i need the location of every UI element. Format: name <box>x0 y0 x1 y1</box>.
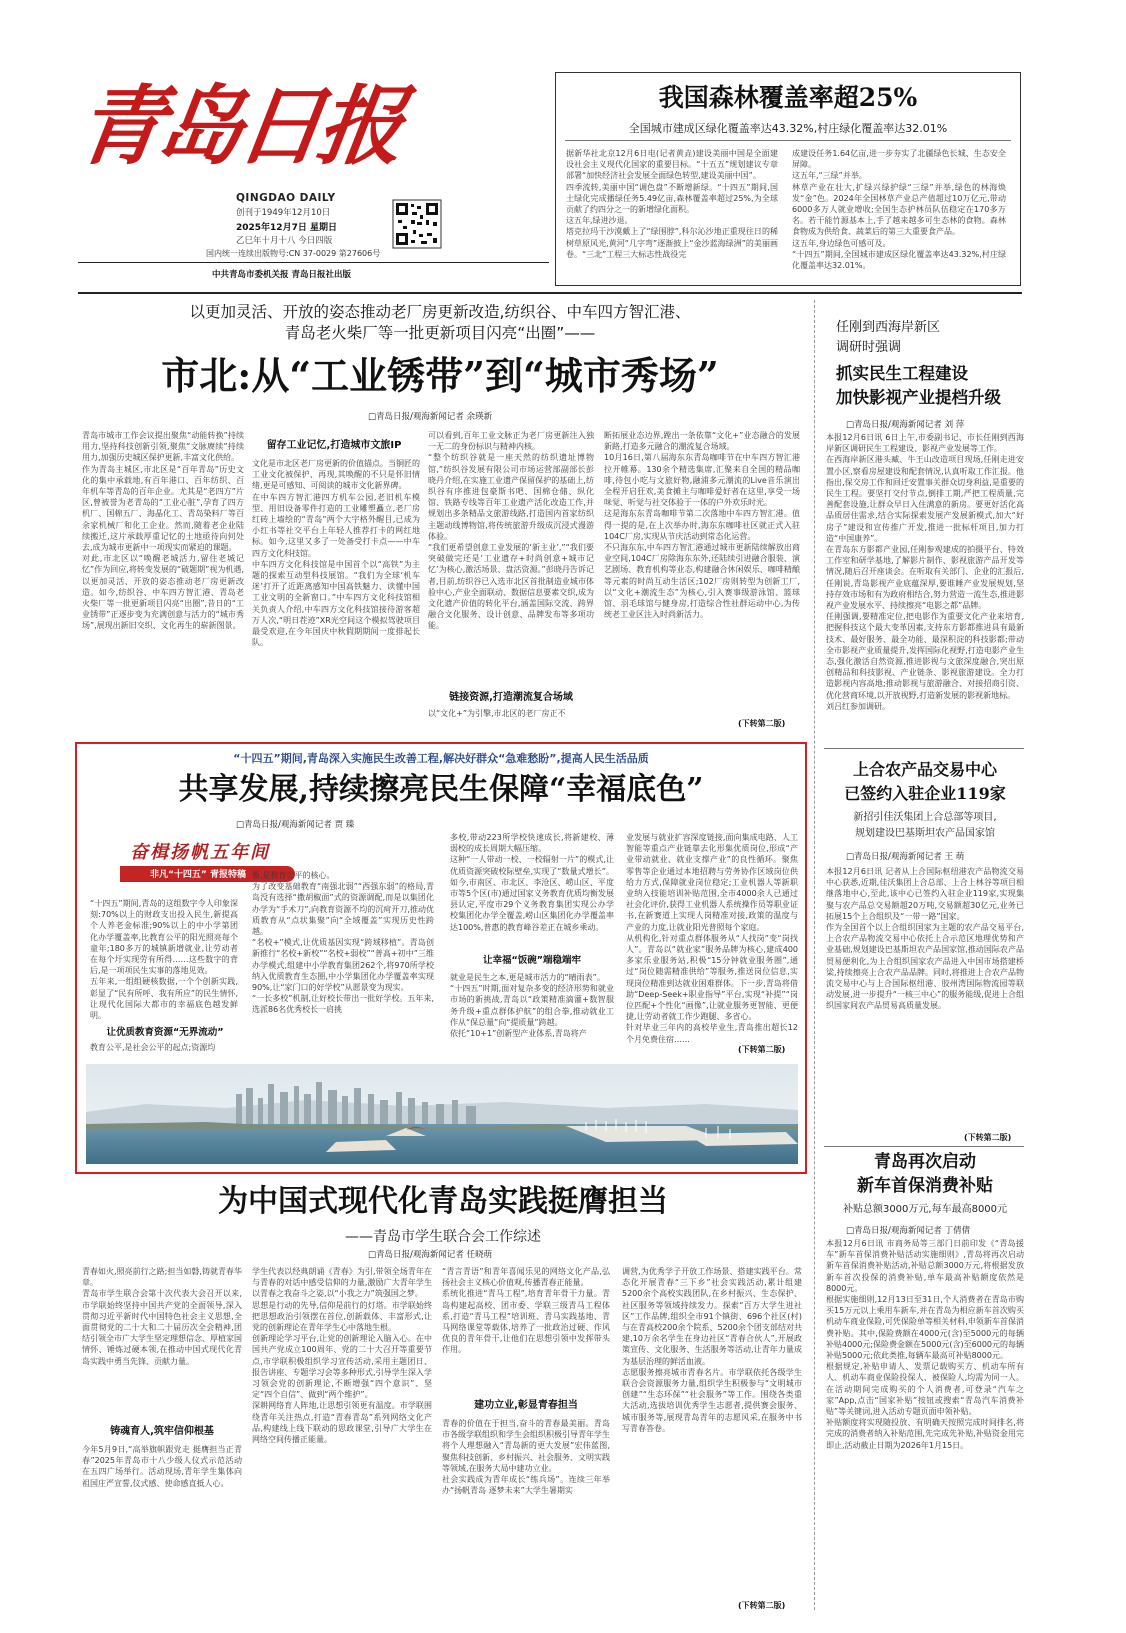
feature-col-4: 业发展与就业扩容深度链接,面向集成电路、人工智能等重点产业链靠去化形集优质岗位,形成“产业带动就业、就业支撑产业”的良性循环。聚焦零售等企业通过本地招聘与劳务协作区域岗位供给力方式,保障就业岗位稳定;工业机器人等新职业纳入技能培训补贴范围,全市4000余人已通过社会化评价,获得工业机器人系统操作员等职业证书,在新赛道上实现人岗精准对接,政策的温度与产业的力度,让就业阳光普照每个家庭。 从机构化,针对重点群体服务从“人找岗”变“岗找人”。青岛以“就业家”服务品牌为核心,建成400多家乐业服务站,积极“15分钟就业服务圈”,通过“岗位随需精准供给”等服务,推送岗位信息,实现岗位精准到达就业困难群体。下一步,青岛将借助“Deep-Seek+职业指导”平台,实现“补提”“岗位匹配+个性化“画像”,让就业服务更智能、更便捷,让劳动者就工作少跑腿、多省心。 针对毕业三年内的高校毕业生,青岛推出超长12个月免费住宿…… <box>626 833 798 1044</box>
students-subhead: ——青岛市学生联合会工作综述 <box>345 1229 541 1245</box>
masthead-cn-number: 国内统一连续出版物号:CN 37-0029 第27606号 <box>206 249 381 258</box>
masthead-logo-text: 青岛日报 <box>70 76 406 177</box>
masthead-date: 2025年12月7日 星期日 <box>236 223 337 233</box>
masthead-divider <box>78 262 549 263</box>
market-continued: (下转第二版) <box>964 1133 1012 1142</box>
feature-col-1: “十四五”期间,青岛的这组数字令人印象深刻:70%以上的财政支出投入民生,新提高个人养老金标准;90%以上的中小学第团化办学覆盖率,比教育公平的阳光照亮每个童年;180多万的城镇新增就业,让劳动者在每个圩实现劳有所得……这些数字的背后,是一项项民生实事的落地见效。 五年来,一组组硬核数据,一个个创新实践,彰显了“民有所呼、我有所应”的民生情怀,让现代化国际大都市的幸福底色越发鲜明。 <box>90 899 238 1021</box>
feature-col-1b: 教育公平,是社会公平的起点;资源均 <box>90 1043 216 1052</box>
inspect-byline: □青岛日报/观海新闻记者 刘 萍 <box>846 420 965 430</box>
forest-col-2: 成建设任务1.64亿亩,进一步夯实了北疆绿色长城、生态安全屏障。 这五年,“三绿”并举。 林草产业在壮大,扩绿兴绿护绿“三绿”并举,绿色的林海焕发“金”色。2024年全国林草产业总产值超过10万亿元,带动6000多万人就业增收;全国生态护林员队伍稳定在170多万名。若干能竹源基本上,手了越来越多可生态林的食物。森林食物成为供给食、蔬菜后的第三大重要食产品。 这五年,身边绿色可感可及。 “十四五”期间,全国城市建成区绿化覆盖率达43.32%,村庄绿化覆盖率达32.01%。 <box>792 149 1006 271</box>
shibei-col-3: 可以看到,百年工业文脉正为老厂房更新注入独一无二的身份标识与精神内核。 “整个纺织谷就是一座天然的纺织遗址博物馆,”纺织谷发展有限公司市场运营部副部长彭晓丹介绍,在实施工业遗产保留保护的基础上,纺织谷有序推进包豪斯书吧、国棉仓储、纵化馆、铁路专线等百年工业遗产活化改造工作,并规划出多条精品文旅游线路,打造国内首家纺织主题动线博物馆,将传统旅游升级成沉浸式漫游体验。 “我们更希望创意工业发展的‘新主业’,”“我们要突破做完还是‘工业遗存+时尚创意+城市记忆’为核心,激活场景、盘活资源。”彭晓丹告诉记者,目前,纺织谷已入选市北区首批制造业城市体验中心,产业全面联动、数据信息要素交织,成为文化遗产价值的转化平台,涵盖国际交流、跨界融合文化服务、设计创意、品牌发布等多项功能。 <box>428 431 594 631</box>
market-byline: □青岛日报/观海新闻记者 王 萌 <box>846 852 965 862</box>
shibei-col-2-head: 留存工业记忆,打造城市文旅IP <box>266 440 402 451</box>
shibei-col-1: 青岛市城市工作会议提出聚焦“动能转换”持续用力,坚持科技创新引领,聚焦“文脉赓续”持续用力,加强历史城区保护更新,丰富文化供给。 作为青岛主城区,市北区是“百年青岛”历史文化的集中承载地,有百年港口、百年纺织、百年机车等青岛的百年企业。尤其是“老四方”片区,曾被誉为老青岛的“工业心脏”,孕育了四方机厂、国棉五厂、海晶化工、青岛染料厂等百余家机械厂和化工企业。然而,随着老企业陆续搬迁,这片承载厚重记忆的土地亟待向何处去,成为城市更新中一项现实而紧迫的课题。 对此,市北区以“唤醒老城活力,留住老城记忆”作为回应,将转变发展的“破题期”视为机遇,以更加灵活、开放的姿态推动老厂房更新改造。如今,纺织谷、中车四方智汇港、青岛老火柴厂等一批更新项目闪亮“出圈”,昔日的“工业锈带”正逐步变为充满创意与活力的“城市秀场”,展现出新旧交织、文化再生的崭新图景。 <box>82 431 244 631</box>
feature-col-1-head: 让优质教育资源“无界流动” <box>106 1027 224 1038</box>
students-col-3-head: 建功立业,彰显青春担当 <box>474 1400 578 1411</box>
shibei-col-3b: 以“文化+”为引擎,市北区的老厂房正不 <box>428 709 566 718</box>
feature-col-3b: 就业是民生之本,更是城市活力的“晴雨表”。 “十四五”时期,面对复杂多变的经济形势和就业市场的新挑战,青岛以“政策精准滴灌+数智服务升级+重点群体护航”的组合拳,推动就业工作从“保总量”向“提质量”跨越。 依托“10+1”创新型产业体系,青岛将产 <box>450 973 614 1039</box>
top-divider <box>78 292 1022 294</box>
feature-headline: 共享发展,持续擦亮民生保障“幸福底色” <box>178 772 704 807</box>
students-col-1-head: 铸魂育人,筑牢信仰根基 <box>110 1426 214 1437</box>
shibei-byline: □青岛日报/观海新闻记者 余瑛新 <box>368 412 493 422</box>
market-subhead: 新招引佳沃集团上合总部等项目, 规划建设巴基斯坦农产品国家馆 <box>853 812 997 839</box>
inspect-body: 本报12月6日讯 6日上午,市委副书记、市长任刚到西海岸新区调研民生工程建设、影视产业发展等工作。 在西海岸新区港头臧、牛王山改造项目现场,任刚走进安置小区,察看房屋建设和配套情况,认真听取工作汇报。他指出,保交房工作和回迁安置事关群众切身利益,是重要的民生工程。要坚打交付节点,倒排工期,严把工程质量,完善配套设施,让群众早日入住满意的新房。要更好活化高品质居住需求,结合实际探索发展产发展新模式,加大“好房子”建设和宣传推广开发,推进一批标杆项目,加力打造“中国康养”。 在青岛东方影都产业园,任刚参观建成的拍摄平台、特效工作室和研学基地,了解影片制作、影视旅游产品开发等情况,随后召开座谈会。在听取有关部门、企业的汇报后,任刚说,青岛影视产业底蕴深厚,要谁睡产业发展规划,坚持存效市场和有为政府相结合,努力营造一流生态,推进影视产业发展水平、持续擦亮“电影之都”品牌。 任刚强调,要精准定位,把电影作为重要文化产业来培育,把握科技这个最大变革因素,支持东方影都推进具有最新技术、最好服务、最全功能、最深积淀的科技影都;带动全市影视产业质量提升,发挥国际化视野,打造电影产业生态,强化激活自然资源,推进影视与文旅深度融合,突出原创精品和科技影视、产业链条、影视旅游建设。全力打造影视内容高地;推动影视与旅游融合、对接招商引资、优化营商环境,以开放视野,打造新发展的影视新地标。 刘吕红参加调研。 <box>826 433 1024 711</box>
feature-kicker: “十四五”期间,青岛深入实施民生改善工程,解决好群众“急难愁盼”,提高人民生活品质 <box>233 752 649 765</box>
shibei-headline: 市北:从“工业锈带”到“城市秀场” <box>161 353 719 398</box>
market-body: 本报12月6日讯 记者从上合国际枢纽港农产品物流交易中心获悉,近期,佳沃集团上合总部、上合上林谷等项目相继落地中心,至此,该中心已签约入驻企业119家,实现集聚与农产品总交易额超20万吨,交易额超30亿元,业务已拓展15个上合组织及“一带一路”国家。 作为全国首个以上合组织国家为主题的农产品交易平台,上合农产品物流交易中心依托上合示范区地理优势和产业基础,规划建设巴基斯坦农产品国家馆,推动国际农产品贸易便利化,为上合组织国家农产品进入中国市场搭建桥梁,持续擦亮上合农产品品牌。同时,将推进上合农产品物流交易中心与上合国际枢纽港、胶州湾国际物流园等联动发展,进一步提升“一核三中心”的服务能级,促进上合组织国家间农产品贸易高质量发展。 <box>826 867 1024 1011</box>
inspect-kicker: 任刚到西海岸新区 调研时强调 <box>836 320 941 355</box>
shibei-col-2: 文化是市北区老厂房更新的价值锚点。当铜匠的工业文化被保护、再现,其唤醒的不只是怀旧情绪,更是可感知、可阅读的城市文化新界碑。 在中车四方智汇港四方机车公园,老旧机车模型、用旧设备零件打造的工业雕塑矗立,老厂房红砖上墙绘的“青岛”两个大字格外醒目,已成为小红书等社交平台上年轻人推荐打卡的网红地标。如今,这里又多了一处备受打卡点——中车四方文化科技馆。 中车四方文化科技馆是中国首个以“高铁”为主题的探索互动型科技展馆。“我们为全球‘机车迷’打开了近距离感知中国高铁魅力、读懂中国工业文明的全新窗口。”中车四方文化科技馆相关负责人介绍,中车四方文化科技馆接待游客超万人次,“明日茬迹”XR光空间这个模拟驾驶项目最受欢迎,在今年国庆中秋假期期间一度排起长队。 <box>252 459 420 648</box>
subsidy-headline: 青岛再次启动 新车首保消费补贴 <box>857 1152 993 1196</box>
masthead-lunar: 乙巳年十月十八 今日四版 <box>236 236 333 246</box>
students-col-2: 学生代表以经典朗诵《青春》为引,带领全场青年在与青春的对话中感受信仰的力量,激励广大青年学生以青春之我奋斗之姿,以“小我之力”筑强国之梦。 思想是行动的先导,信仰是前行的灯塔。市学联始终把思想政治引领摆在首位,创新载体、丰富形式,让党的创新理论在青年学生心中落地生根。 创新理论学习平台,让党的创新理论入脑入心。在中国共产党成立100周年、党的二十大召开等重要节点,市学联积极组织学习宣传活动,采用主题团日、报告讲座、专题学习会等多种形式,引导学生深入学习领会党的创新理论,不断增强“四个意识”、坚定“四个自信”、做到“两个维护”。 深耕网络育人阵地,让思想引领更有温度。市学联围绕青年关注热点,打造“青春青岛”系列网络文化产品,构建线上线下联动的思政课堂,引导广大学生在网络空间传播正能量。 <box>252 1267 432 1445</box>
students-col-1b: 今年5月9日,“高举旗帜跟党走 挺膺担当正青春”2025年青岛市十八少级人仪式示范活动在五四广场举行。活动现场,青年学生集体向祖国庄严宣誓,仪式感、使命感直抵人心。 <box>82 1445 242 1488</box>
right-divider-2 <box>824 1146 1024 1147</box>
shibei-continued: (下转第二版) <box>738 719 786 728</box>
feature-col-3: 多校,带动223所学校快速成长,将新建校、薄弱校的成长周期大幅压缩。 这种“一人带动一校、一校辐射一片”的模式,让优质资源突破校际壁垒,实现了“数量式增长”。如今,市南区、市北区、李沧区、崂山区、平度市等5个区(市)通过国家义务教育优质均衡发展县认定,平度市29个义务教育集团实现公办学校集团化办学全覆盖,崂山区集团化办学覆盖率达100%,普惠的教育峰谷差正在城乡乘动。 <box>450 833 614 932</box>
inspect-headline: 抓实民生工程建设 加快影视产业提档升级 <box>836 364 1001 407</box>
feature-banner-sub: 非凡“十四五” 青报特稿 <box>150 870 246 880</box>
qingdao-skyline-photo <box>86 1064 798 1164</box>
subsidy-subhead: 补贴总额3000万元,每车最高8000元 <box>842 1204 1008 1215</box>
masthead-founded: 创刊于1949年12月10日 <box>236 208 331 218</box>
forest-subhead: 全国城市建成区绿化覆盖率达43.32%,村庄绿化覆盖率达32.01% <box>628 122 948 135</box>
students-col-1: 青春如火,照亮前行之路;担当如磐,铸就青春华章。 青岛市学生联合会第十次代表大会召开以来,市学联始终坚持中国共产党的全面领导,深入贯彻习近平新时代中国特色社会主义思想,全面贯彻党的二十大和二十届历次全会精神,团结引领全市广大学生坚定理想信念、厚植家国情怀、锤炼过硬本领,在推动中国式现代化青岛实践中勇当先锋、贡献力量。 <box>82 1267 242 1366</box>
feature-continued: (下转第二版) <box>738 1045 786 1054</box>
shibei-col-3-head: 链接资源,打造潮流复合场域 <box>449 692 573 703</box>
feature-banner-title: 奋楫扬帆五年间 <box>130 842 270 863</box>
right-column-divider <box>814 300 815 1610</box>
qr-code-icon <box>393 200 441 248</box>
masthead-latin: QINGDAO DAILY <box>236 192 336 204</box>
feature-col-2: 衡,是教育公平的核心。 为了改变基础教育“南强北弱”“西强东弱”的格局,青岛没有选择“撒胡椒面”式的资源调配,而是以集团化办学为“手术刀”,向教育资源不均的沉疴开刀,推动优质教育从“点状集聚”向“全域覆盖”实现历史性跨越。 “名校+”模式,让优质基因实现“跨域移植”。青岛创新推行“名校+新校”“名校+弱校”“普高+初中”三维办学模式,组建中小学教育集团262个,将970所学校纳入优质教育生态圈,中小学集团化办学覆盖率实现90%,让“家门口的好学校”从愿景变为现实。 “一长多校”机制,让好校长带出一批好学校。五年来,选派86名优秀校长一肩挑 <box>252 871 434 1015</box>
masthead-publisher: 中共青岛市委机关报 青岛日报社出版 <box>212 270 351 280</box>
shibei-col-4: 断拓展业态边界,蹚出一条依靠“文化+”业态融合的发展新路,打造多元融合的潮流复合场域。 10月16日,第八届海东东青岛咖啡节在中车四方智汇港拉开帷幕。130余个精选集席,汇聚来自全国的精品咖啡,待包小吃与文旅好物,融浦多元潮流的Live音乐演出全程开启狂欢,美食摊主与咖啡爱好者在这里,享受一场味觉、听觉与社交体验于一体的户外欢乐时光。 这是海东东青岛咖啡节第二次落地中车四方智汇港。值得一提的是,在上次举办时,海东东咖啡社区就正式入驻104C厂房,实现从节庆活动到常态化运营。 不只海东东,中车四方智汇港通过城市更新陆续解放出商业空间,104C厂房除海东东外,还陆续引进融合服装、演艺剧场、教育机构等业态,构建融合休闲娱乐、咖啡精酿等元素的时尚互动生活区;102厂房则转型为创新工厂,以“文化+潮流生态”为核心,引入赛事级游泳馆、篮球馆、羽毛球馆与健身房,打造综合性社群运动中心,为传统老工业区注入时尚新活力。 <box>604 431 800 620</box>
shibei-kicker: 以更加灵活、开放的姿态推动老厂房更新改造,纺织谷、中车四方智汇港、 青岛老火柴厂等一批更新项目闪亮“出圈”—— <box>189 303 691 342</box>
students-col-3b: 青春的价值在于担当,奋斗的青春最美丽。青岛市各级学联组织和学生会组织积极引导青年学生将个人理想融入“青岛新的更大发展”宏伟蓝图,聚焦科技创新、乡村振兴、社会服务、文明实践等领域,在服务大局中建功立业。 社会实践成为青年成长“练兵场”。连续三年举办“扬帆青岛 逐梦未来”大学生暑期实 <box>442 1419 610 1496</box>
subsidy-byline: □青岛日报/观海新闻记者 丁倩倩 <box>846 1226 971 1236</box>
feature-byline: □青岛日报/观海新闻记者 贾 臻 <box>236 820 355 830</box>
students-continued: (下转第二版) <box>738 1601 786 1610</box>
forest-headline: 我国森林覆盖率超25% <box>658 83 918 112</box>
students-byline: □青岛日报/观海新闻记者 任晓萌 <box>368 1250 493 1260</box>
masthead-logo <box>70 72 406 192</box>
forest-rule <box>565 140 1011 141</box>
forest-col-1: 据新华社北京12月6日电(记者黄垚)建设美丽中国是全面建设社会主义现代化国家的重要目标。“十五五”规划建议专章部署“加快经济社会发展全面绿色转型,建设美丽中国”。 四季流转,美丽中国“调色盘”不断增新绿。“十四五”期间,国土绿化完成播绿任务5.49亿亩,森林覆盖率超过25%,为全球贡献了约四分之一的新增绿化面积。 这五年,绿进沙退。 塔克拉玛干沙漠戴上了“绿围脖”,科尔沁沙地正重现往日的稀树草原风光,黄河“几字弯”逐渐披上“金沙蓝海绿洲”的美丽画卷。“三北”工程三大标志性战役完 <box>566 149 778 259</box>
right-divider-1 <box>824 748 1024 749</box>
students-col-4: 调营,为优秀学子开放工作场景、搭建实践平台。常态化开展青春“三下乡”社会实践活动,累计组建5200余个高校实践团队,在乡村振兴、生态保护、社区服务等领域持续发力。探索“百万大学生进社区”工作品牌,组织全市91个镇街、696个社区(村)与在青高校200余个院系、5200余个团支部结对共建,10万余名学生在身边社区“青春合伙人”,开展政策宣传、文化服务、生活服务等活动,让青年力量成为基层治理的鲜活血液。 志愿服务擦亮城市青春名片。市学联依托各级学生联合会资源服务力量,组织学生积极参与“文明城市创建”“生态环保”“社会服务”等工作。围绕各类重大活动,选拔培训优秀学生志愿者,提供赛会服务、城市服务等,展现青岛青年的志愿风采,在服务中书写青春答卷。 <box>622 1267 802 1433</box>
students-col-3: “青言青语”和青年喜闻乐见的网络文化产品,弘扬社会主义核心价值观,传播青春正能量。 系统化推进“青马工程”,培育青年骨干力量。青岛构建起高校、团市委、学联三级青马工程体系,打造“青马工程”培训班、青马实践基地、青马网络课堂等载体,培养了一批政治过硬、作风优良的青年骨干,让他们在思想引领中发挥带头作用。 <box>442 1267 610 1355</box>
market-headline: 上合农产品交易中心 已签约入驻企业119家 <box>844 760 1006 803</box>
feature-col-3-head: 让幸福“饭碗”端稳端牢 <box>483 955 581 966</box>
students-headline: 为中国式现代化青岛实践挺膺担当 <box>218 1184 668 1219</box>
subsidy-body: 本报12月6日讯 市商务局等三部门日前印发《“青岛援车”新车首保消费补贴活动实施细则》,青岛将再次启动新车首保消费补贴活动,补贴总额3000万元,将根据发放新车首次投保的消费补贴,单车最高补贴额度依然是8000元。 根据实施细则,12月13日至31日,个人消费者在青岛市购买15万元以上乘用车新车,并在青岛为相应新车首次购买机动车商业保险,可凭保险单等相关材料,申领新车首保消费补贴。其中,保险费额在4000元(含)至5000元的每辆补贴4000元;保险费金额在5000元(含)至6000元的每辆补贴5000元;依此类推,每辆车最高可补贴8000元。 根据规定,补贴申请人、发票记载购买方、机动车所有人、机动车商业保险投保人、被保险人,均需为同一人。在活动期间完成购买的个人消费者,可登录“汽车之家”App,点击“国家补贴”按钮或搜索“青岛汽车消费补贴”等关键词,进入活动专题页面申领补贴。 补贴额度将实现随投放、有明确天按照完成时间排名,将完成的消费者纳入补贴范围,先完成先补贴,补贴资金用完即止,活动截止日期为2026年1月15日。 <box>826 1239 1025 1450</box>
